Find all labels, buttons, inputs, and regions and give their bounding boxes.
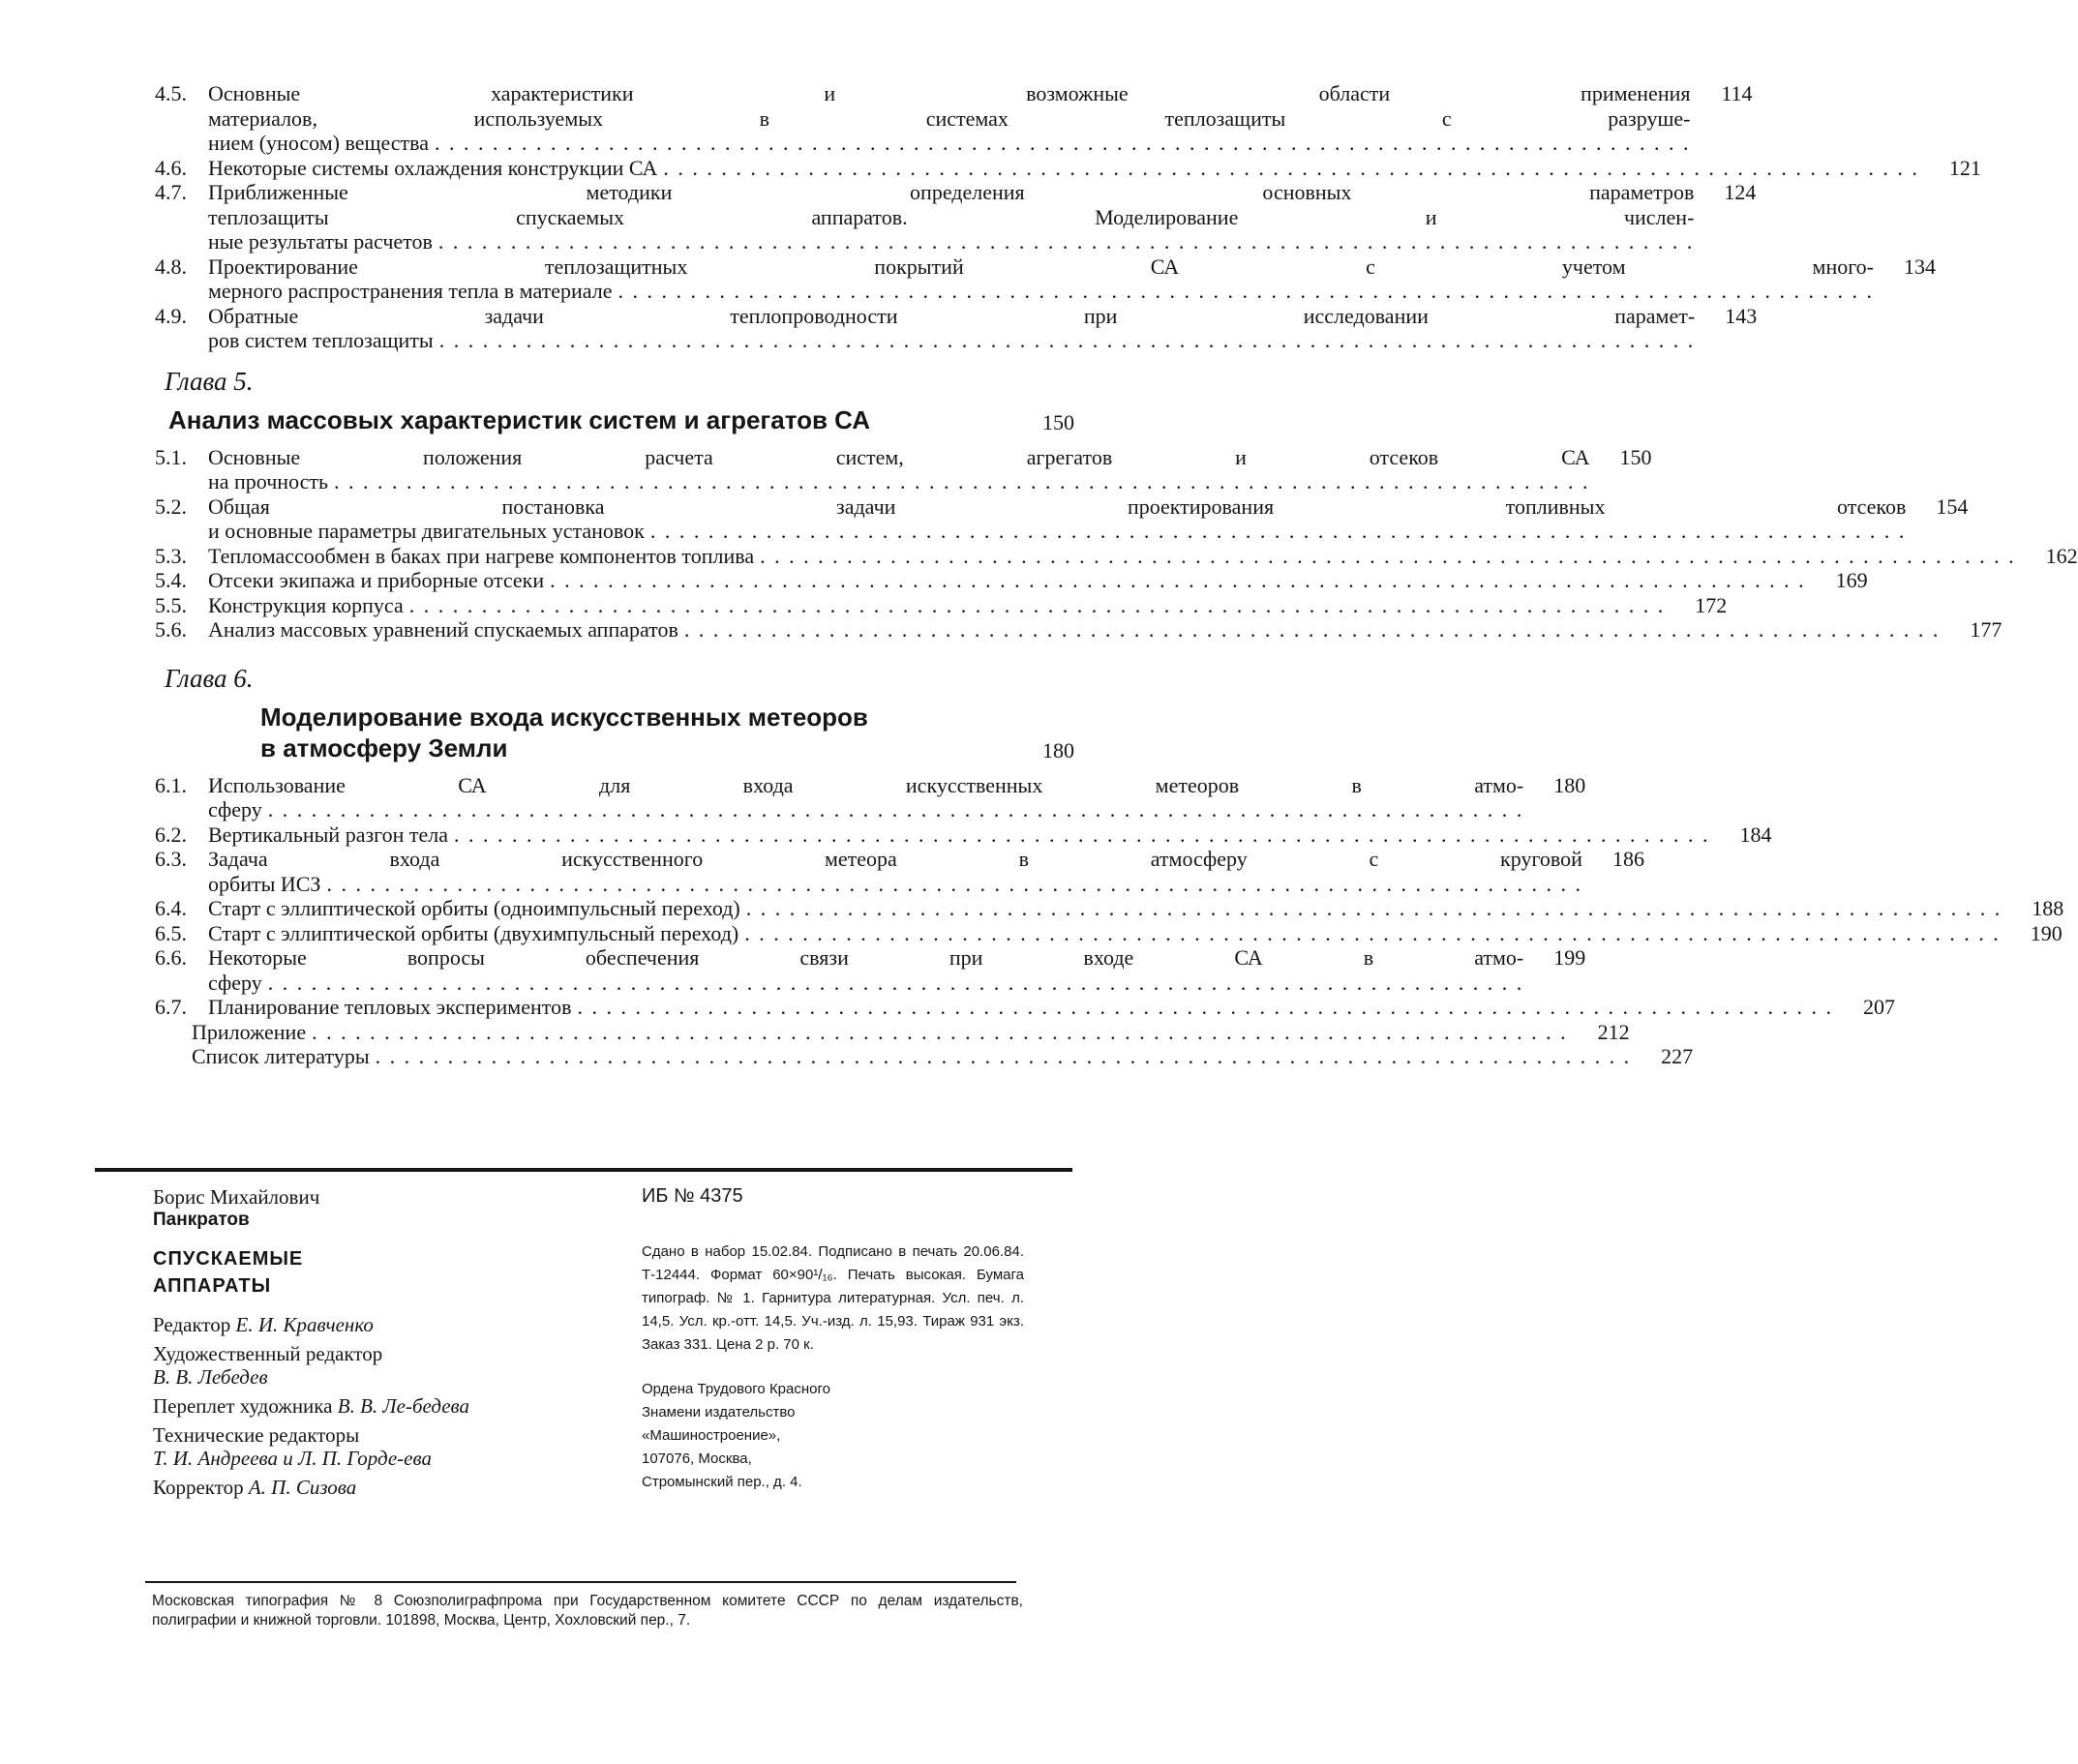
toc-entry-line: Планирование тепловых экспериментов xyxy=(208,995,572,1019)
toc-entry-line: Вертикальный разгон тела xyxy=(208,822,449,847)
toc-entry-line: Конструкция корпуса xyxy=(208,592,404,617)
toc-entry-text xyxy=(208,254,1874,304)
toc-entry-text xyxy=(208,81,1691,156)
toc-entry-line: Отсеки экипажа и приборные отсеки xyxy=(208,568,545,592)
toc-entry-page: 154 xyxy=(1936,493,1969,519)
toc-entry-page: 180 xyxy=(1553,772,1586,797)
editor-role: Редактор xyxy=(153,1313,231,1336)
table-of-contents xyxy=(155,81,2078,1069)
toc-entry-line: Приближенные методики определения основных параметров xyxy=(208,180,1695,204)
dot-leader xyxy=(754,544,2016,569)
toc-entry-text xyxy=(208,180,1694,254)
toc-entry-line: Некоторые вопросы обеспечения связи при входе СА в атмо- xyxy=(208,945,1524,970)
author-name: Борис Михайлович xyxy=(153,1185,320,1209)
toc-entry-number: 5.6. xyxy=(155,617,187,642)
toc-entry-text xyxy=(208,445,1590,494)
chapter6-title xyxy=(168,702,1012,763)
toc-entry-line: Приложение xyxy=(192,1019,307,1044)
dot-leader xyxy=(434,328,1696,353)
tech-editors-credit xyxy=(153,1423,482,1470)
toc-entry xyxy=(155,822,1772,848)
toc-entry-page: 186 xyxy=(1611,847,1644,871)
toc-entry-number: 5.1. xyxy=(155,444,187,469)
toc-entry-line: мерного распространения тепла в материале xyxy=(208,279,613,303)
toc-entry xyxy=(155,847,1644,896)
toc-entry-line: Основные положения расчета систем, агрегатов и отсеков СА xyxy=(208,444,1590,469)
toc-entry xyxy=(155,1044,1694,1069)
publisher-line1: Ордена Трудового Красного xyxy=(642,1381,830,1397)
toc-entry-number: 6.4. xyxy=(155,896,187,920)
toc-entry-text xyxy=(208,945,1523,995)
publisher-line4: 107076, Москва, xyxy=(642,1450,752,1467)
book-title xyxy=(153,1245,559,1300)
dot-leader xyxy=(429,131,1691,156)
ib-number: ИБ № 4375 xyxy=(642,1185,743,1207)
toc-entry-page: 150 xyxy=(1619,444,1652,469)
chapter6-label: Глава 6. xyxy=(165,663,254,693)
toc-entry xyxy=(155,180,1757,254)
colophon-imprint xyxy=(642,1185,1024,1494)
dot-leader xyxy=(740,896,2003,921)
dot-leader xyxy=(448,822,1710,848)
toc-entry xyxy=(155,592,1728,618)
toc-entry-line: Анализ массовых уравнений спускаемых аппаратов xyxy=(208,617,678,642)
toc-entry-line: сферу xyxy=(208,970,262,995)
toc-entry-number: 4.5. xyxy=(155,81,187,105)
toc-entry-number: 6.5. xyxy=(155,920,187,945)
toc-entry-number: 6.1. xyxy=(155,772,187,797)
toc-entry-page: 212 xyxy=(1597,1019,1630,1044)
toc-entry-line: Проектирование теплозащитных покрытий СА с учетом много- xyxy=(208,254,1875,279)
toc-entry-line: нием (уносом) вещества xyxy=(208,131,429,155)
toc-entry-line: ные результаты расчетов xyxy=(208,229,433,254)
toc-entry xyxy=(155,896,2064,921)
toc-entry-page: 199 xyxy=(1553,945,1586,970)
colophon-credits xyxy=(153,1185,559,1505)
toc-entry-number: 6.6. xyxy=(155,945,187,970)
toc-entry-text xyxy=(208,773,1523,822)
toc-entries-chapter4 xyxy=(155,81,1981,353)
toc-entry-page: 177 xyxy=(1970,617,2003,642)
toc-entry xyxy=(155,772,1586,822)
toc-entry xyxy=(155,444,1652,494)
dot-leader xyxy=(645,519,1907,544)
toc-entry xyxy=(155,254,1937,304)
toc-entry-text xyxy=(208,921,2001,946)
dot-leader xyxy=(738,921,2001,946)
art-editor-name: В. В. Лебедев xyxy=(153,1365,268,1389)
toc-entry-line: Обратные задачи теплопроводности при исследовании парамет- xyxy=(208,303,1696,328)
toc-entry xyxy=(155,155,1981,181)
toc-entry xyxy=(155,81,1753,156)
toc-entry-page: 162 xyxy=(2045,543,2078,568)
toc-entry-number: 5.2. xyxy=(155,493,187,519)
toc-entry-number: 6.7. xyxy=(155,995,187,1019)
dot-leader xyxy=(433,229,1695,254)
toc-entry xyxy=(155,493,1969,544)
toc-entry-text xyxy=(208,304,1695,353)
corrector-name: А. П. Сизова xyxy=(248,1476,357,1499)
toc-tail-entries xyxy=(155,1019,1694,1069)
toc-entries-chapter5 xyxy=(155,444,2078,643)
toc-entry-text xyxy=(208,617,1940,643)
toc-entry-text xyxy=(208,494,1906,544)
toc-entry-page: 143 xyxy=(1725,303,1758,328)
toc-entry-page: 172 xyxy=(1695,592,1728,617)
toc-entry-page: 134 xyxy=(1904,254,1937,279)
toc-entry-line: теплозащиты спускаемых аппаратов. Моделирование и числен- xyxy=(208,204,1695,229)
toc-entry-number: 6.3. xyxy=(155,847,187,871)
editor-credit xyxy=(153,1313,559,1336)
dot-leader xyxy=(328,469,1590,494)
toc-entry-line: Использование СА для входа искусственных метеоров в атмо- xyxy=(208,772,1524,797)
toc-entry-line: орбиты ИСЗ xyxy=(208,871,321,896)
toc-entry-line: Старт с эллиптической орбиты (двухимпульсный переход) xyxy=(208,920,739,945)
toc-entry xyxy=(155,568,1868,593)
toc-entry-text xyxy=(208,593,1665,618)
toc-entry-line: ров систем теплозащиты xyxy=(208,328,434,352)
toc-entry-text xyxy=(208,544,2016,569)
toc-entry xyxy=(155,945,1586,995)
binding-artist-name: В. В. Ле-бедева xyxy=(337,1394,469,1418)
toc-entry-text xyxy=(208,156,1919,181)
chapter6-page: 180 xyxy=(1042,737,1074,762)
toc-entry-page: 190 xyxy=(2030,920,2063,945)
dot-leader xyxy=(678,617,1941,643)
toc-entry-number: 5.5. xyxy=(155,592,187,617)
toc-entry-line: Задача входа искусственного метеора в атмосферу с круговой xyxy=(208,847,1582,871)
toc-entry xyxy=(155,303,1758,353)
dot-leader xyxy=(320,872,1582,897)
toc-entry-text xyxy=(208,568,1806,593)
dot-leader xyxy=(613,279,1875,304)
toc-entry-number: 4.6. xyxy=(155,155,187,180)
chapter5-heading xyxy=(168,404,1074,435)
toc-entry-page: 169 xyxy=(1835,568,1868,592)
toc-entry-number: 4.9. xyxy=(155,303,187,328)
toc-entry xyxy=(155,617,2003,643)
toc-entry xyxy=(155,920,2063,946)
separator-rule xyxy=(95,1168,1072,1172)
chapter6-title-line1: Моделирование входа искусственных метеоров xyxy=(260,702,868,732)
imprint-details: Сдано в набор 15.02.84. Подписано в печать 20.06.84. Т-12444. Формат 60×90¹/₁₆. Печать высокая. Бумага типограф. № 1. Гарнитура литературная. Усл. печ. л. 14,5. Усл. кр.-отт. 14,5. Уч.-изд. л. 15,93. Тираж 931 экз. Заказ 331. Цена 2 р. 70 к. xyxy=(642,1243,1024,1353)
corrector-role: Корректор xyxy=(153,1476,244,1499)
corrector-credit xyxy=(153,1476,559,1499)
art-editor-credit xyxy=(153,1342,559,1389)
toc-entries-chapter6 xyxy=(155,772,2064,1020)
footer-rule xyxy=(145,1581,1016,1583)
toc-entry-number: 4.7. xyxy=(155,180,187,204)
toc-entry-page: 184 xyxy=(1739,822,1772,847)
tech-editors-role: Технические редакторы xyxy=(153,1423,360,1447)
toc-entry-line: Основные характеристики и возможные области применения xyxy=(208,81,1691,105)
chapter5-page: 150 xyxy=(1042,409,1074,434)
toc-entry-line: сферу xyxy=(208,797,262,822)
toc-entry xyxy=(155,995,1895,1020)
toc-entry-number: 5.3. xyxy=(155,543,187,568)
toc-entry xyxy=(155,1019,1630,1045)
chapter5-label: Глава 5. xyxy=(165,366,254,396)
toc-entry-page: 121 xyxy=(1948,155,1981,180)
toc-entry-text xyxy=(208,847,1582,896)
toc-entry-page: 114 xyxy=(1721,81,1753,105)
toc-entry-number: 6.2. xyxy=(155,822,187,847)
chapter6-heading xyxy=(168,702,1074,763)
book-title-line1: СПУСКАЕМЫЕ xyxy=(153,1248,304,1270)
dot-leader xyxy=(306,1020,1568,1045)
author-surname: Панкратов xyxy=(153,1210,250,1230)
publisher-info xyxy=(642,1378,1024,1494)
toc-entry-number: 4.8. xyxy=(155,254,187,279)
dot-leader xyxy=(262,971,1524,996)
toc-entry-page: 188 xyxy=(2032,896,2064,920)
toc-entry-page: 227 xyxy=(1661,1044,1694,1068)
printer-info: Московская типография № 8 Союзполиграфпрома при Государственном комитете СССР по делам издательств, полиграфии и книжной торговли. 101898, Москва, Центр, Хохловский пер., 7. xyxy=(152,1593,1023,1629)
toc-entry-text xyxy=(208,822,1710,848)
toc-entry-line: и основные параметры двигательных установок xyxy=(208,519,645,543)
dot-leader xyxy=(657,156,1919,181)
toc-entry xyxy=(155,543,2078,569)
tech-editors-names: Т. И. Андреева и Л. П. Горде-ева xyxy=(153,1447,432,1470)
toc-entry-line: Старт с эллиптической орбиты (одноимпульсный переход) xyxy=(208,896,740,920)
toc-entry-number: 5.4. xyxy=(155,568,187,592)
publisher-line2: Знамени издательство xyxy=(642,1404,796,1420)
toc-entry-text xyxy=(208,995,1833,1020)
toc-entry-page: 124 xyxy=(1724,180,1757,204)
toc-entry-line: Некоторые системы охлаждения конструкции СА xyxy=(208,155,658,180)
dot-leader xyxy=(370,1044,1632,1069)
editor-name: Е. И. Кравченко xyxy=(235,1313,374,1336)
toc-entry-page: 207 xyxy=(1862,995,1895,1019)
binding-role: Переплет художника xyxy=(153,1394,333,1418)
dot-leader xyxy=(571,995,1833,1020)
toc-entry-line: на прочность xyxy=(208,469,329,493)
book-title-line2: АППАРАТЫ xyxy=(153,1275,272,1297)
dot-leader xyxy=(544,568,1806,593)
binding-credit xyxy=(153,1394,482,1418)
publisher-line5: Стромынский пер., д. 4. xyxy=(642,1474,802,1490)
chapter6-title-line2: в атмосферу Земли xyxy=(260,733,508,762)
chapter5-title: Анализ массовых характеристик систем и агрегатов СА xyxy=(168,404,871,434)
toc-entry-line: Список литературы xyxy=(192,1044,370,1068)
toc-entry-line: материалов, используемых в системах теплозащиты с разруше- xyxy=(208,105,1691,131)
art-editor-role: Художественный редактор xyxy=(153,1342,383,1365)
publisher-line3: «Машиностроение», xyxy=(642,1427,781,1444)
toc-entry-text xyxy=(208,896,2002,921)
dot-leader xyxy=(262,797,1524,822)
toc-entry-line: Общая постановка задачи проектирования топливных отсеков xyxy=(208,493,1907,519)
toc-entry-line: Тепломассообмен в баках при нагреве компонентов топлива xyxy=(208,543,755,568)
dot-leader xyxy=(404,593,1666,618)
